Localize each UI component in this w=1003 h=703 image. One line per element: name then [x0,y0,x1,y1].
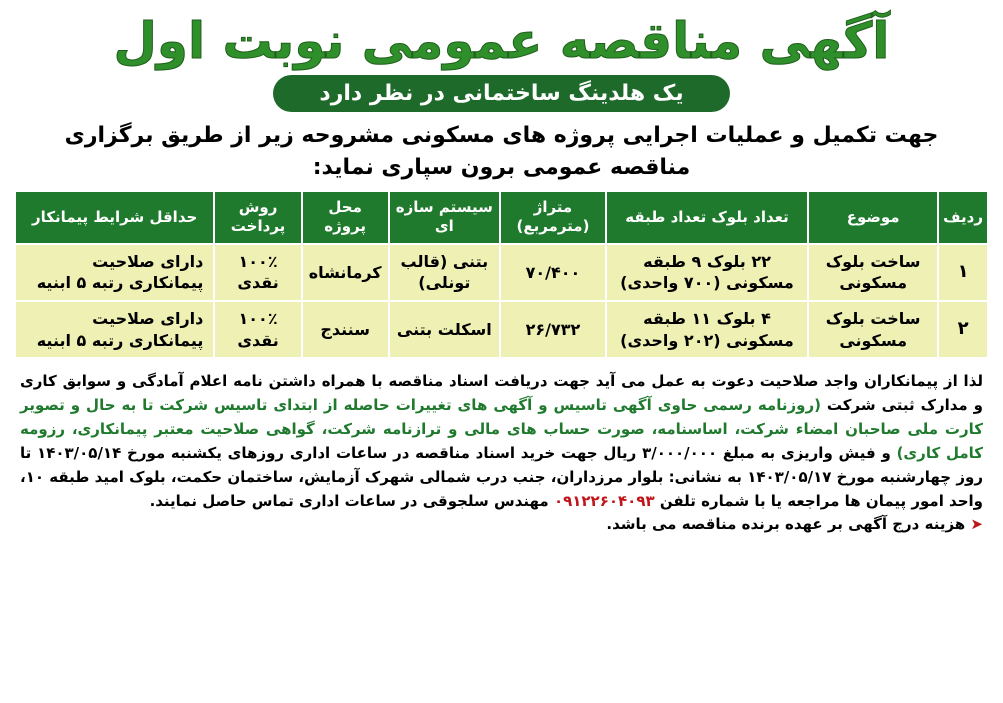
notice-title: آگهی مناقصه عمومی نوبت اول [113,12,890,70]
table-header-row [16,192,987,243]
system-cell: بتنی (قالب تونلی) [390,245,500,300]
col-header: موضوع [809,192,937,243]
table-row [16,302,987,357]
projects-table [14,190,989,359]
condition-cell: دارای صلاحیت پیمانکاری رتبه ۵ ابنیه [16,245,213,300]
location-cell: سنندج [303,302,388,357]
body-text-1: لذا از پیمانکاران واجد صلاحیت دعوت به عمل می آید جهت دریافت اسناد مناقصه با همراه داشتن نامه اعلام آمادگی و سوابق کاری و مدارک ثبتی شرکت [20,372,983,415]
required-documents: (روزنامه رسمی حاوی آگهی تاسیس و آگهی های تغییرات حاصله از ابتدای تاسیس شرکت تا به حال و تصویر کارت ملی صاحبان امضاء شرکت، اساسنامه، صورت حساب های مالی و ترازنامه شرکت، گواهی صلاحیت معتبر پیمانکاری، رزومه کامل کاری) [20,396,983,463]
arrow-icon: ➤ [970,515,983,534]
col-header: حداقل شرایط پیمانکار [16,192,213,243]
col-header: سیستم سازه ای [390,192,500,243]
intro-text: جهت تکمیل و عملیات اجرایی پروژه های مسکونی مشروحه زیر از طریق برگزاری مناقصه عمومی برون سپاری نماید: [64,123,939,180]
col-header: روش پرداخت [215,192,300,243]
payment-cell: ۱۰۰٪ نقدی [215,302,300,357]
body-text-3: مهندس سلجوقی در ساعات اداری تماس حاصل نمایند. [149,492,549,511]
system-cell: اسکلت بتنی [390,302,500,357]
row-number: ۱ [939,245,987,300]
subject-cell: ساخت بلوک مسکونی [809,245,937,300]
cost-note [20,515,983,533]
body-text-2: و فیش واریزی به مبلغ ۳/۰۰۰/۰۰۰ ریال جهت خرید اسناد مناقصه در ساعات اداری روزهای یکشنبه مورخ ۱۴۰۳/۰۵/۱۴ تا روز چهارشنبه مورخ ۱۴۰۳/۰۵/۱۷ به نشانی: بلوار مرزداران، جنب درب شمالی شهرک آزمایش، ساختمان حکمت، بلوک امید طبقه ۱۰، واحد امور پیمان ها مراجعه یا با شماره تلفن [20,444,983,511]
cost-note-text: هزینه درج آگهی بر عهده برنده مناقصه می باشد. [606,515,966,534]
subject-cell: ساخت بلوک مسکونی [809,302,937,357]
location-cell: کرمانشاه [303,245,388,300]
col-header: محل پروژه [303,192,388,243]
area-cell: ۷۰/۴۰۰ [501,245,605,300]
banner [14,75,989,112]
col-header: متراژ (مترمربع) [501,192,605,243]
area-cell: ۲۶/۷۳۲ [501,302,605,357]
condition-cell: دارای صلاحیت پیمانکاری رتبه ۵ ابنیه [16,302,213,357]
banner-text: یک هلدینگ ساختمانی در نظر دارد [273,75,729,112]
phone-number: ۰۹۱۲۲۶۰۴۰۹۳ [553,492,655,511]
payment-cell: ۱۰۰٪ نقدی [215,245,300,300]
table-row [16,245,987,300]
row-number: ۲ [939,302,987,357]
col-header: تعداد بلوک تعداد طبقه [607,192,807,243]
blocks-cell: ۴ بلوک ۱۱ طبقه مسکونی (۲۰۲ واحدی) [607,302,807,357]
body-paragraph [20,369,983,513]
col-header: ردیف [939,192,987,243]
blocks-cell: ۲۲ بلوک ۹ طبقه مسکونی (۷۰۰ واحدی) [607,245,807,300]
